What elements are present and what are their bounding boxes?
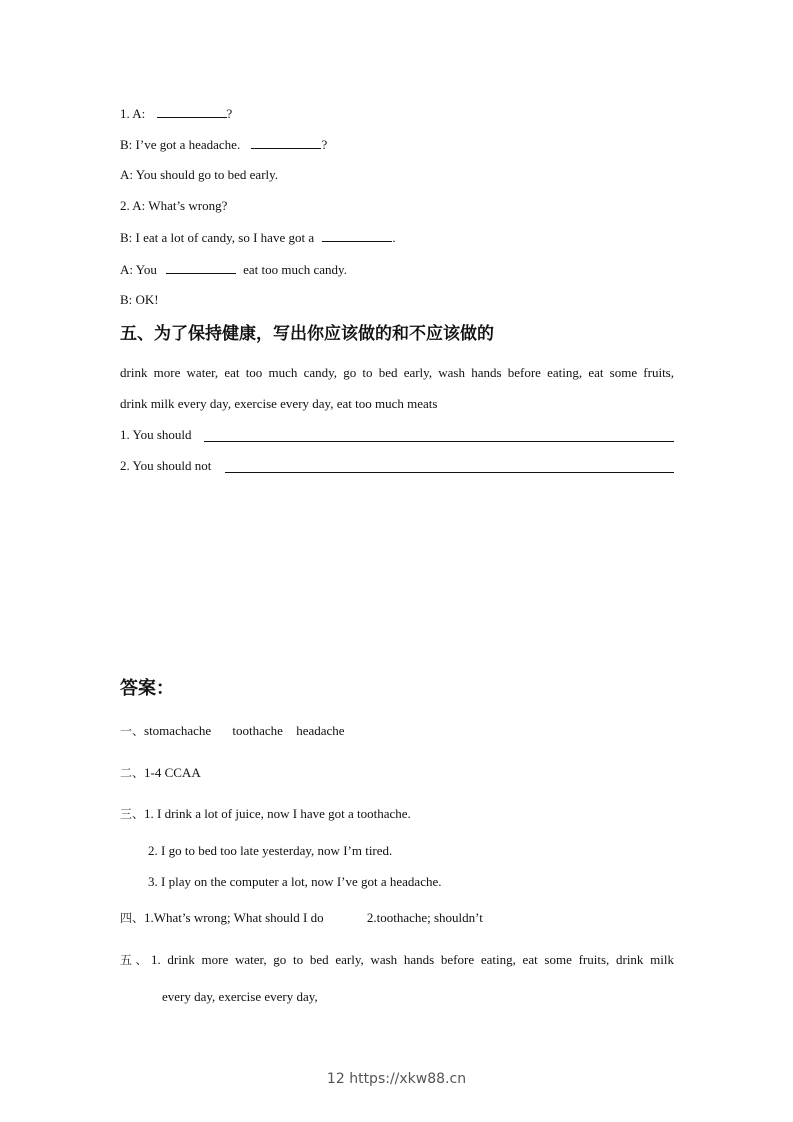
dialog-text: eat too much candy. [243,262,347,277]
answer-blank[interactable] [166,261,236,274]
should-not-answer-line[interactable] [225,472,674,473]
answer-label: 四、 [120,911,145,925]
answer-blank[interactable] [322,229,392,242]
answer-label: 三、 [120,807,145,821]
answer-3-line-2: 2. I go to bed too late yesterday, now I’m tired. [148,843,393,858]
q1-line-c: A: You should go to bed early. [120,167,279,182]
answer-label: 二、 [120,766,145,780]
dialog-text: ? [226,106,233,121]
answer-item: headache [296,723,345,738]
answer-text: 2.toothache; shouldn’t [366,910,483,925]
section5-title: 五、为了保持健康，写出你应该做的和不应该做的 [120,324,494,344]
footer-url[interactable]: https://xkw88.cn [349,1071,467,1087]
q1-line-a [120,105,232,122]
prompt-should: 1. You should [120,427,192,442]
answer-2 [120,765,201,781]
answer-blank[interactable] [157,105,227,118]
answer-text: 1-4 CCAA [144,765,201,780]
answer-label: 一、 [120,724,145,738]
answer-5-line-1 [120,952,674,968]
answer-item: stomachache [144,723,212,738]
dialog-text: B: I eat a lot of candy, so I have got a [120,230,315,245]
answer-text: 1.What’s wrong; What should I do [144,910,324,925]
answer-3-line-1 [120,806,411,822]
answer-4 [120,910,483,926]
word-bank-line-1: drink more water, eat too much candy, go to bed early, wash hands before eating, eat some fruits, [120,365,674,380]
answers-title: 答案： [120,678,174,699]
q2-line-b [120,229,396,246]
answer-5-line-2: every day, exercise every day, [162,989,318,1004]
page-footer [0,1071,793,1087]
should-answer-line[interactable] [204,441,674,442]
answer-item: toothache [232,723,283,738]
answer-blank[interactable] [251,136,321,149]
dialog-text: 1. A: [120,106,146,121]
page-number: 12 [326,1071,345,1087]
answer-1 [120,723,345,739]
q2-line-c [120,261,347,278]
answer-text: 1. I drink a lot of juice, now I have got a toothache. [144,806,411,821]
answer-label: 五、 [120,953,151,967]
prompt-should-not: 2. You should not [120,458,212,473]
dialog-text: A: You [120,262,157,277]
q2-line-a: 2. A: What’s wrong? [120,198,228,213]
q2-line-d: B: OK! [120,292,159,307]
q1-line-b [120,136,327,153]
word-bank-line-2: drink milk every day, exercise every day, eat too much meats [120,396,438,411]
answer-3-line-3: 3. I play on the computer a lot, now I’ve got a headache. [148,874,442,889]
dialog-text: B: I’ve got a headache. [120,137,241,152]
answer-text: 1. drink more water, go to bed early, wash hands before eating, eat some fruits, drink milk [150,952,674,967]
dialog-text: ? [321,137,328,152]
dialog-text: . [392,230,396,245]
